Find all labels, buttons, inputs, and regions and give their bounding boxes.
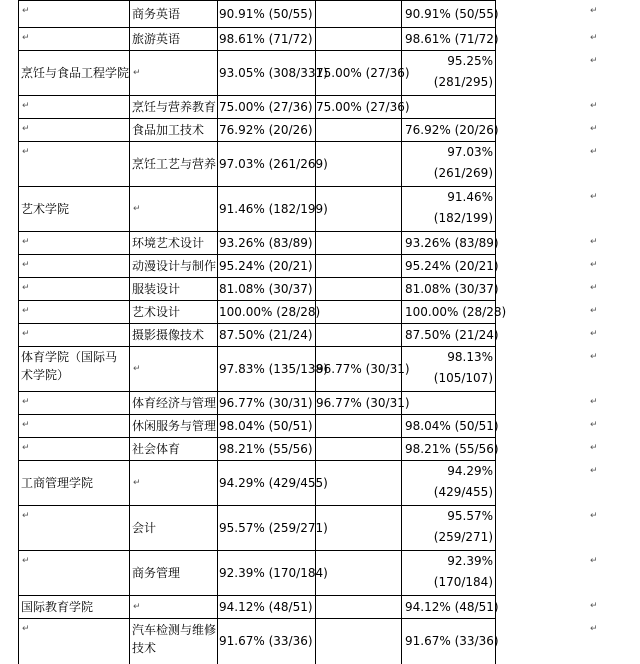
major-name: 体育经济与管理 xyxy=(132,395,217,410)
rate-total: 100.00% (28/28) xyxy=(219,304,321,319)
rate-tertiary: 90.91% (50/55) xyxy=(405,6,499,21)
rate-tertiary: 91.46% xyxy=(447,190,493,204)
row-border xyxy=(18,27,495,28)
major-name: 食品加工技术 xyxy=(132,122,205,137)
paragraph-mark-icon: ↵ xyxy=(22,260,30,270)
paragraph-mark-icon: ↵ xyxy=(22,624,30,634)
column-border xyxy=(129,0,130,664)
college-name: 艺术学院 xyxy=(21,201,70,216)
rate-total: 96.77% (30/31) xyxy=(219,395,313,410)
paragraph-mark-icon: ↵ xyxy=(22,33,30,43)
rate-tertiary: 76.92% (20/26) xyxy=(405,122,499,137)
column-border xyxy=(217,0,218,664)
row-border xyxy=(18,618,495,619)
major-name: 艺术设计 xyxy=(132,304,181,319)
paragraph-mark-icon: ↵ xyxy=(590,283,598,293)
rate-tertiary: 81.08% (30/37) xyxy=(405,281,499,296)
major-name: 烹饪工艺与营养 xyxy=(132,156,217,171)
row-border xyxy=(18,254,495,255)
rate-total: 90.91% (50/55) xyxy=(219,6,313,21)
row-border xyxy=(18,50,495,51)
rate-total: 81.08% (30/37) xyxy=(219,281,313,296)
major-name: 动漫设计与制作 xyxy=(132,258,217,273)
paragraph-mark-icon: ↵ xyxy=(22,397,30,407)
paragraph-mark-icon: ↵ xyxy=(22,556,30,566)
paragraph-mark-icon: ↵ xyxy=(133,601,141,612)
paragraph-mark-icon: ↵ xyxy=(590,101,598,111)
rate-tertiary: 94.12% (48/51) xyxy=(405,599,499,614)
rate-tertiary: (182/199) xyxy=(433,211,493,225)
row-border xyxy=(18,95,495,96)
rate-secondary: 96.77% (30/31) xyxy=(316,395,410,410)
rate-total: 93.26% (83/89) xyxy=(219,235,313,250)
major-name: 社会体育 xyxy=(132,441,181,456)
rate-tertiary: 94.29% xyxy=(447,464,493,478)
major-name: 旅游英语 xyxy=(132,31,181,46)
paragraph-mark-icon: ↵ xyxy=(22,147,30,157)
rate-secondary: 75.00% (27/36) xyxy=(316,99,410,114)
rate-tertiary: 97.03% xyxy=(447,145,493,159)
rate-tertiary: 91.67% (33/36) xyxy=(405,634,499,648)
paragraph-mark-icon: ↵ xyxy=(22,6,30,16)
paragraph-mark-icon: ↵ xyxy=(590,511,598,521)
rate-tertiary: (170/184) xyxy=(433,575,493,589)
row-border xyxy=(18,595,495,596)
row-border xyxy=(18,505,495,506)
rate-total: 94.12% (48/51) xyxy=(219,599,313,614)
paragraph-mark-icon: ↵ xyxy=(22,283,30,293)
rate-tertiary: (259/271) xyxy=(433,530,493,544)
paragraph-mark-icon: ↵ xyxy=(22,306,30,316)
rate-total: 98.21% (55/56) xyxy=(219,441,313,456)
column-border xyxy=(18,0,19,664)
rate-tertiary: 95.57% xyxy=(447,509,493,523)
row-border xyxy=(18,414,495,415)
rate-tertiary: 87.50% (21/24) xyxy=(405,327,499,342)
college-name: 工商管理学院 xyxy=(21,475,94,490)
paragraph-mark-icon: ↵ xyxy=(133,477,141,488)
rate-tertiary: 98.61% (71/72) xyxy=(405,31,499,46)
paragraph-mark-icon: ↵ xyxy=(590,466,598,476)
row-border xyxy=(18,277,495,278)
rate-total: 98.61% (71/72) xyxy=(219,31,313,46)
row-border xyxy=(18,391,495,392)
rate-tertiary: 93.26% (83/89) xyxy=(405,235,499,250)
paragraph-mark-icon: ↵ xyxy=(22,101,30,111)
rate-total: 94.29% (429/455) xyxy=(219,475,328,490)
row-border xyxy=(18,550,495,551)
paragraph-mark-icon: ↵ xyxy=(133,67,141,78)
major-name: 商务英语 xyxy=(132,6,181,21)
rate-total: 87.50% (21/24) xyxy=(219,327,313,342)
paragraph-mark-icon: ↵ xyxy=(590,329,598,339)
paragraph-mark-icon: ↵ xyxy=(590,601,598,611)
rate-tertiary: 95.25% xyxy=(447,54,493,68)
paragraph-mark-icon: ↵ xyxy=(590,56,598,66)
rate-tertiary: 100.00% (28/28) xyxy=(405,304,507,319)
paragraph-mark-icon: ↵ xyxy=(590,624,598,634)
rate-total: 95.24% (20/21) xyxy=(219,258,313,273)
rate-total: 93.05% (308/331) xyxy=(219,65,328,80)
paragraph-mark-icon: ↵ xyxy=(22,237,30,247)
row-border xyxy=(18,118,495,119)
major-name: 烹饪与营养教育 xyxy=(132,99,217,114)
rate-tertiary: (429/455) xyxy=(433,485,493,499)
major-name: 休闲服务与管理 xyxy=(132,418,217,433)
paragraph-mark-icon: ↵ xyxy=(590,397,598,407)
rate-tertiary: (105/107) xyxy=(433,371,493,385)
paragraph-mark-icon: ↵ xyxy=(590,420,598,430)
row-border xyxy=(18,186,495,187)
paragraph-mark-icon: ↵ xyxy=(133,203,141,214)
row-border xyxy=(18,437,495,438)
major-name: 服装设计 xyxy=(132,281,181,296)
paragraph-mark-icon: ↵ xyxy=(590,147,598,157)
paragraph-mark-icon: ↵ xyxy=(22,124,30,134)
row-border xyxy=(18,231,495,232)
row-border xyxy=(18,141,495,142)
major-name: 环境艺术设计 xyxy=(132,235,205,250)
paragraph-mark-icon: ↵ xyxy=(590,33,598,43)
rate-tertiary: (261/269) xyxy=(433,166,493,180)
paragraph-mark-icon: ↵ xyxy=(22,511,30,521)
major-name: 摄影摄像技术 xyxy=(132,327,205,342)
paragraph-mark-icon: ↵ xyxy=(590,260,598,270)
rate-tertiary: 98.21% (55/56) xyxy=(405,441,499,456)
row-border xyxy=(18,323,495,324)
rate-secondary: 75.00% (27/36) xyxy=(316,65,410,80)
paragraph-mark-icon: ↵ xyxy=(590,6,598,16)
rate-total: 97.03% (261/269) xyxy=(219,156,328,171)
rate-total: 97.83% (135/138) xyxy=(219,361,328,376)
major-name: 会计 xyxy=(132,520,157,535)
college-name: 国际教育学院 xyxy=(21,599,94,614)
row-border xyxy=(18,0,495,1)
rate-tertiary: 98.04% (50/51) xyxy=(405,418,499,433)
rate-tertiary: 98.13% xyxy=(447,350,493,364)
paragraph-mark-icon: ↵ xyxy=(590,306,598,316)
rate-tertiary: 92.39% xyxy=(447,554,493,568)
rate-secondary: 96.77% (30/31) xyxy=(316,361,410,376)
paragraph-mark-icon: ↵ xyxy=(590,124,598,134)
rate-total: 76.92% (20/26) xyxy=(219,122,313,137)
college-name: 烹饪与食品工程学院 xyxy=(21,65,130,80)
rate-total: 75.00% (27/36) xyxy=(219,99,313,114)
paragraph-mark-icon: ↵ xyxy=(22,329,30,339)
major-name: 商务管理 xyxy=(132,565,181,580)
rate-total: 91.46% (182/199) xyxy=(219,201,328,216)
paragraph-mark-icon: ↵ xyxy=(590,237,598,247)
paragraph-mark-icon: ↵ xyxy=(22,420,30,430)
row-border xyxy=(18,346,495,347)
rate-tertiary: 95.24% (20/21) xyxy=(405,258,499,273)
rate-tertiary: (281/295) xyxy=(433,75,493,89)
paragraph-mark-icon: ↵ xyxy=(133,363,141,374)
rate-total: 98.04% (50/51) xyxy=(219,418,313,433)
college-name: 体育学院（国际马术学院） xyxy=(21,350,118,382)
row-border xyxy=(18,460,495,461)
row-border xyxy=(18,300,495,301)
rate-total: 92.39% (170/184) xyxy=(219,565,328,580)
paragraph-mark-icon: ↵ xyxy=(22,443,30,453)
rate-total: 91.67% (33/36) xyxy=(219,634,313,648)
rate-total: 95.57% (259/271) xyxy=(219,520,328,535)
paragraph-mark-icon: ↵ xyxy=(590,192,598,202)
major-name: 汽车检测与维修技术 xyxy=(132,623,217,655)
paragraph-mark-icon: ↵ xyxy=(590,556,598,566)
paragraph-mark-icon: ↵ xyxy=(590,352,598,362)
paragraph-mark-icon: ↵ xyxy=(590,443,598,453)
